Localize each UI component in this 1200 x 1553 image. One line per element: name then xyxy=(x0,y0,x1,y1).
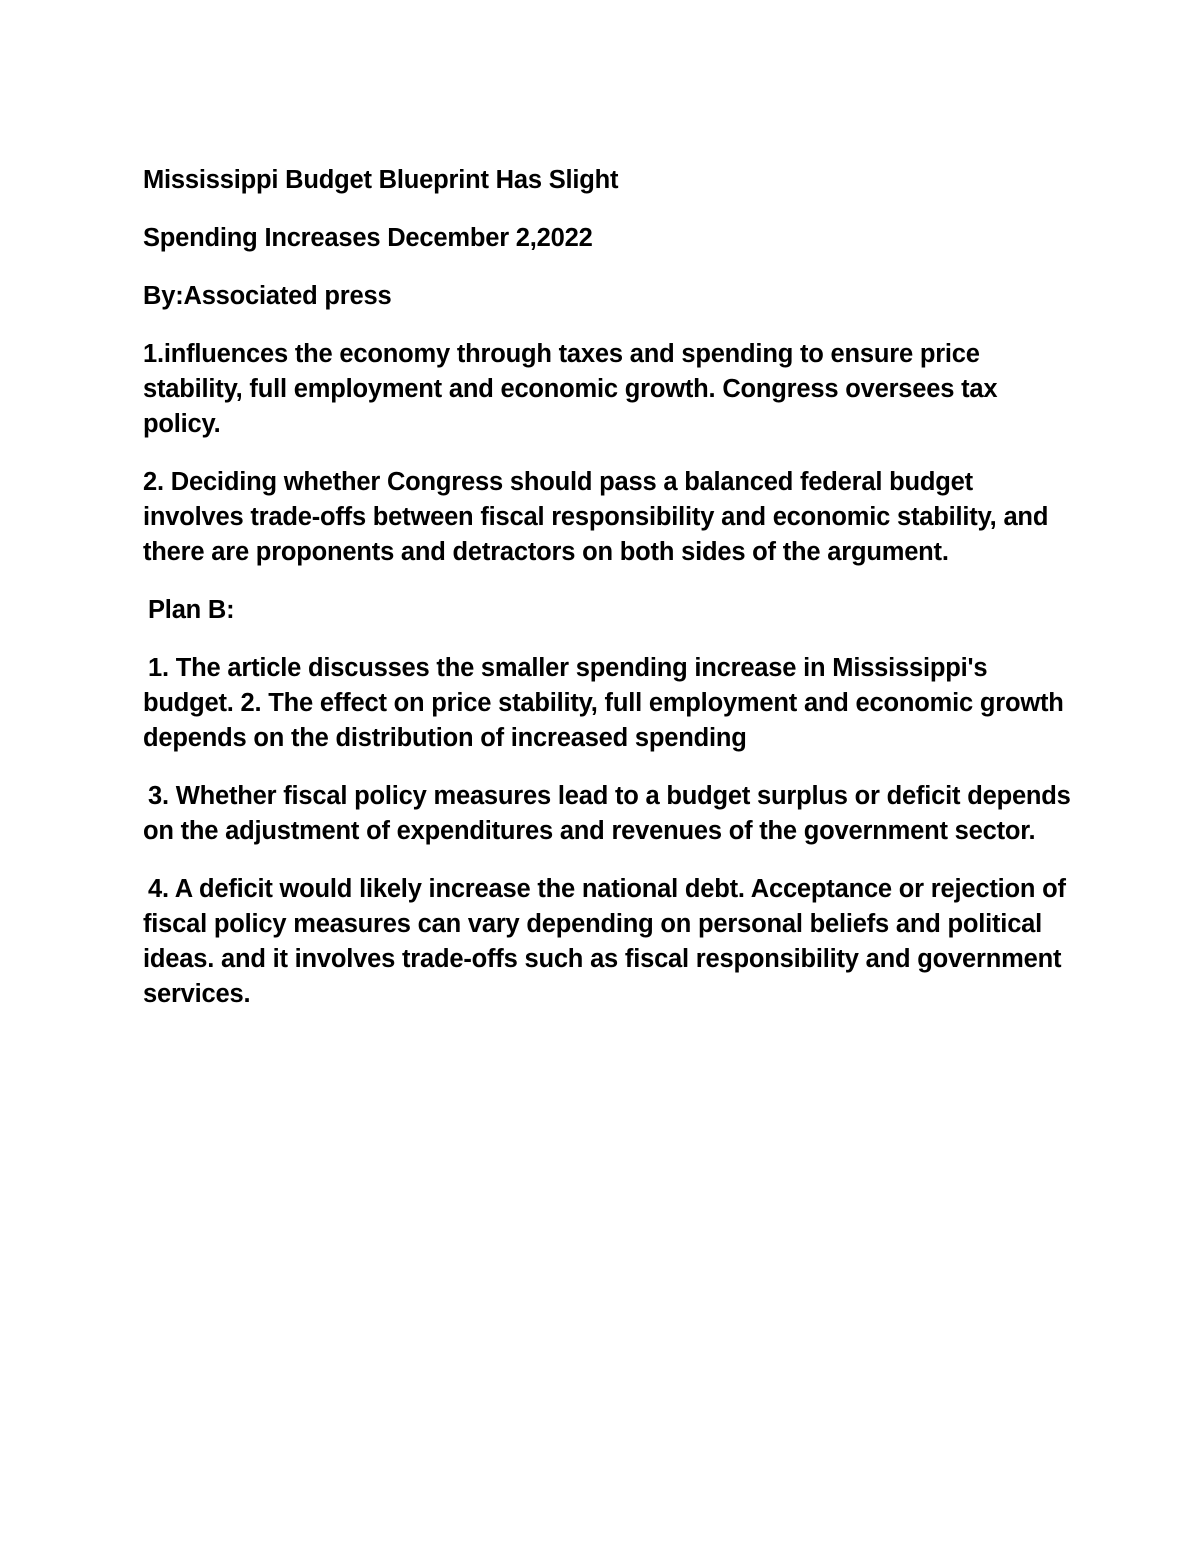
plan-b-heading: Plan B: xyxy=(148,596,235,624)
plan-b-item-3 xyxy=(143,779,1073,849)
plan-b-items-1-2-text: 1. The article discusses the smaller spending increase in Mississippi's budget. 2. The effect on price stability, full employment and economic growth depends on the distribution of increased spending xyxy=(143,654,1064,752)
title-line-1: Mississippi Budget Blueprint Has Slight xyxy=(143,166,619,194)
title-line-2: Spending Increases December 2,2022 xyxy=(143,224,593,252)
byline: By:Associated press xyxy=(143,282,392,310)
plan-b-item-4-text: 4. A deficit would likely increase the national debt. Acceptance or rejection of fiscal policy measures can vary depending on personal beliefs and political ideas. and it involves trade-offs such as fiscal responsibility and government services. xyxy=(143,875,1066,1008)
plan-b-items-1-2 xyxy=(143,651,1073,756)
document-body xyxy=(143,163,1073,1035)
paragraph-2: 2. Deciding whether Congress should pass a balanced federal budget involves trade-offs between fiscal responsibility and economic stability, and there are proponents and detractors on both sides of the argument. xyxy=(143,468,1049,566)
paragraph-1: 1.influences the economy through taxes and spending to ensure price stability, full employment and economic growth. Congress oversees tax policy. xyxy=(143,340,998,438)
plan-b-item-3-text: 3. Whether fiscal policy measures lead to a budget surplus or deficit depends on the adjustment of expenditures and revenues of the government sector. xyxy=(143,782,1071,845)
plan-b-item-4 xyxy=(143,872,1073,1012)
